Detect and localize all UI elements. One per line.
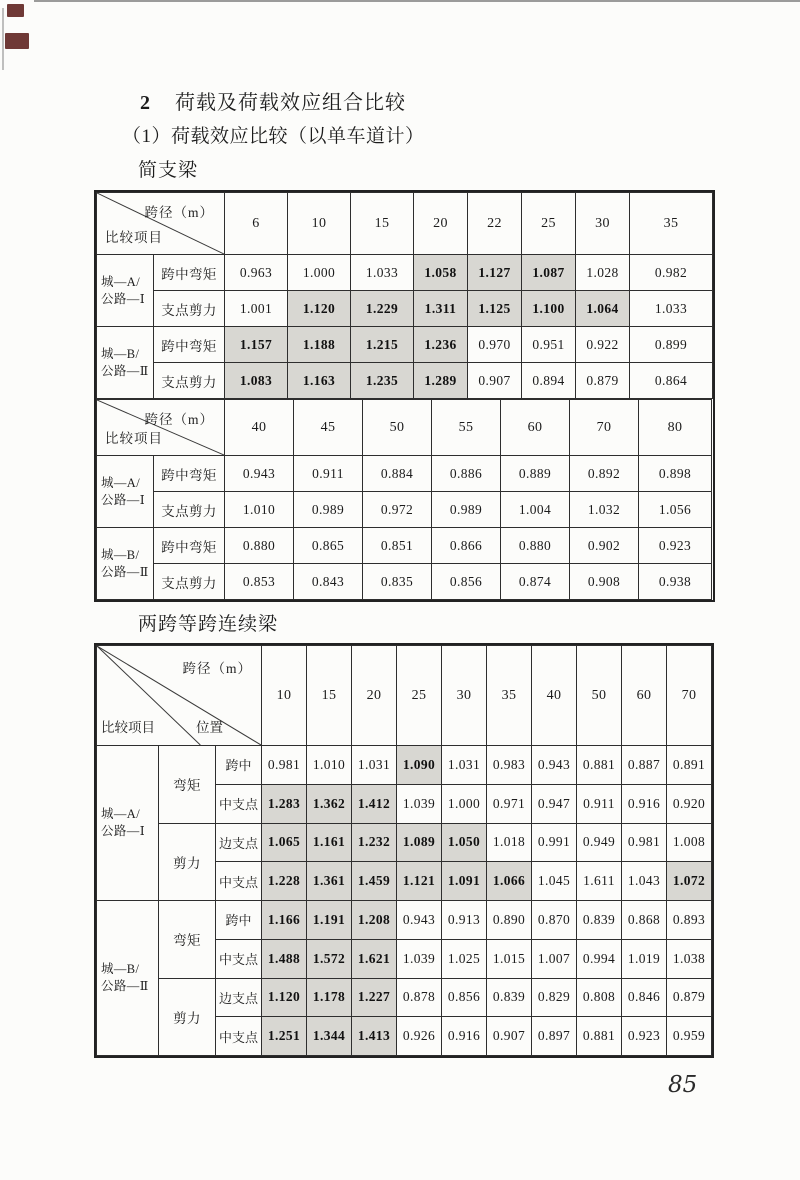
value-cell: 0.920 [667,784,712,823]
corner-span-label: 跨径（m） [144,412,214,427]
value-cell: 1.413 [352,1017,397,1056]
value-cell: 1.572 [307,939,352,978]
span-header-cell: 25 [522,193,576,255]
group-label-line: 公路—Ⅰ [101,492,146,507]
group-label-cell [97,255,154,327]
value-cell: 0.851 [363,528,432,564]
position-label-cell: 中支点 [216,939,262,978]
value-cell: 1.188 [288,327,351,363]
value-cell: 0.959 [667,1017,712,1056]
value-cell: 0.907 [487,1017,532,1056]
value-cell: 0.892 [570,456,639,492]
position-label-cell: 边支点 [216,978,262,1017]
table-row [97,456,712,492]
value-cell: 0.908 [570,564,639,600]
group-label-line: 城—B/ [101,547,140,562]
value-cell: 0.971 [487,784,532,823]
position-label-cell: 中支点 [216,784,262,823]
value-cell: 1.127 [468,255,522,291]
corner-span-label: 跨径（m） [182,661,253,676]
value-cell: 1.008 [667,823,712,862]
table-row [97,528,712,564]
value-cell: 0.916 [622,784,667,823]
value-cell: 0.889 [501,456,570,492]
table-row [97,564,712,600]
value-cell: 1.362 [307,784,352,823]
value-cell: 0.853 [225,564,294,600]
section-title: 荷载及荷载效应组合比较 [175,92,406,114]
value-cell: 1.191 [307,901,352,940]
value-cell: 0.856 [442,978,487,1017]
value-cell: 0.926 [397,1017,442,1056]
span-header-cell: 50 [577,646,622,746]
value-cell: 1.090 [397,746,442,785]
value-cell: 1.000 [442,784,487,823]
value-cell: 1.311 [414,291,468,327]
value-cell: 1.459 [352,862,397,901]
group-label-cell [97,327,154,399]
value-cell: 1.121 [397,862,442,901]
value-cell: 0.886 [432,456,501,492]
value-cell: 0.865 [294,528,363,564]
value-cell: 1.019 [622,939,667,978]
span-header-cell: 20 [352,646,397,746]
value-cell: 1.227 [352,978,397,1017]
group-label-line: 城—B/ [101,962,140,976]
position-label-cell: 跨中 [216,901,262,940]
span-header-cell: 60 [501,400,570,456]
value-cell: 0.880 [225,528,294,564]
value-cell: 1.091 [442,862,487,901]
item-label-cell: 跨中弯矩 [154,327,225,363]
value-cell: 1.283 [262,784,307,823]
value-cell: 0.846 [622,978,667,1017]
span-header-cell: 35 [487,646,532,746]
group-label-cell [97,901,159,1056]
group-label-line: 城—A/ [101,475,141,490]
position-label-cell: 跨中 [216,746,262,785]
value-cell: 0.943 [532,746,577,785]
table-corner-diagonal-cell [97,400,225,456]
value-cell: 1.065 [262,823,307,862]
span-header-cell: 6 [225,193,288,255]
value-cell: 0.943 [397,901,442,940]
value-cell: 0.839 [577,901,622,940]
corner-position-label: 位置 [196,720,223,735]
value-cell: 0.843 [294,564,363,600]
value-cell: 0.911 [577,784,622,823]
group-label-cell [97,528,154,600]
item-label-cell: 跨中弯矩 [154,255,225,291]
value-cell: 0.989 [294,492,363,528]
value-cell: 0.972 [363,492,432,528]
value-cell: 1.166 [262,901,307,940]
span-header-cell: 35 [630,193,713,255]
value-cell: 1.058 [414,255,468,291]
table-row [97,327,713,363]
value-cell: 0.949 [577,823,622,862]
value-cell: 1.033 [351,255,414,291]
value-cell: 1.235 [351,363,414,399]
value-cell: 0.951 [522,327,576,363]
value-cell: 0.881 [577,746,622,785]
item-label-cell: 跨中弯矩 [154,456,225,492]
corner-span-label: 跨径（m） [144,205,214,220]
value-cell: 1.229 [351,291,414,327]
value-cell: 0.913 [442,901,487,940]
value-cell: 0.894 [522,363,576,399]
value-cell: 0.991 [532,823,577,862]
table-row [97,746,712,785]
value-cell: 1.163 [288,363,351,399]
value-cell: 1.215 [351,327,414,363]
effect-type-cell: 弯矩 [159,901,216,979]
span-header-cell: 30 [576,193,630,255]
value-cell: 1.066 [487,862,532,901]
span-header-row [97,400,712,456]
value-cell: 1.344 [307,1017,352,1056]
value-cell: 0.983 [487,746,532,785]
table-row [97,901,712,940]
simply-supported-section-1 [96,192,713,399]
value-cell: 1.039 [397,784,442,823]
span-header-cell: 70 [570,400,639,456]
group-label-line: 城—A/ [101,807,141,821]
value-cell: 0.994 [577,939,622,978]
value-cell: 0.881 [577,1017,622,1056]
value-cell: 0.989 [432,492,501,528]
value-cell: 1.228 [262,862,307,901]
span-header-cell: 15 [307,646,352,746]
scan-edge-vertical-line [2,8,4,70]
table-row [97,291,713,327]
value-cell: 0.891 [667,746,712,785]
value-cell: 1.488 [262,939,307,978]
simply-supported-beam-title: 简支梁 [138,160,199,181]
value-cell: 1.031 [352,746,397,785]
group-label-line: 公路—Ⅱ [101,979,149,993]
position-label-cell: 中支点 [216,1017,262,1056]
continuous-beam-title: 两跨等跨连续梁 [138,614,279,635]
table-corner-diagonal-cell [97,193,225,255]
value-cell: 0.874 [501,564,570,600]
span-header-cell: 10 [262,646,307,746]
value-cell: 1.236 [414,327,468,363]
value-cell: 1.251 [262,1017,307,1056]
item-label-cell: 跨中弯矩 [154,528,225,564]
span-header-cell: 50 [363,400,432,456]
value-cell: 1.000 [288,255,351,291]
value-cell: 1.033 [630,291,713,327]
span-header-row [97,646,712,746]
table-row [97,363,713,399]
span-header-cell: 22 [468,193,522,255]
value-cell: 1.120 [288,291,351,327]
value-cell: 0.947 [532,784,577,823]
simply-supported-table [94,190,715,602]
value-cell: 1.018 [487,823,532,862]
span-header-cell: 80 [639,400,712,456]
span-header-cell: 25 [397,646,442,746]
span-header-cell: 70 [667,646,712,746]
position-label-cell: 中支点 [216,862,262,901]
group-label-line: 公路—Ⅱ [101,564,149,579]
span-header-cell: 60 [622,646,667,746]
value-cell: 1.010 [307,746,352,785]
value-cell: 1.611 [577,862,622,901]
value-cell: 1.208 [352,901,397,940]
value-cell: 1.178 [307,978,352,1017]
value-cell: 0.835 [363,564,432,600]
value-cell: 0.856 [432,564,501,600]
span-header-row [97,193,713,255]
group-label-line: 公路—Ⅰ [101,291,146,306]
group-label-line: 公路—Ⅰ [101,824,146,838]
table-corner-diagonal-cell [97,646,262,746]
subsection-heading: （1）荷载效应比较（以单车道计） [122,126,425,147]
table-row [97,492,712,528]
value-cell: 0.970 [468,327,522,363]
value-cell: 1.289 [414,363,468,399]
value-cell: 0.943 [225,456,294,492]
table-row [97,823,712,862]
value-cell: 1.072 [667,862,712,901]
span-header-cell: 20 [414,193,468,255]
span-header-cell: 10 [288,193,351,255]
value-cell: 1.007 [532,939,577,978]
value-cell: 1.412 [352,784,397,823]
effect-type-cell: 弯矩 [159,746,216,824]
item-label-cell: 支点剪力 [154,564,225,600]
position-label-cell: 边支点 [216,823,262,862]
value-cell: 1.050 [442,823,487,862]
value-cell: 1.161 [307,823,352,862]
value-cell: 0.899 [630,327,713,363]
corner-item-label: 比较项目 [101,720,155,735]
span-header-cell: 55 [432,400,501,456]
effect-type-cell: 剪力 [159,978,216,1056]
value-cell: 0.923 [639,528,712,564]
value-cell: 1.032 [570,492,639,528]
value-cell: 0.868 [622,901,667,940]
value-cell: 0.922 [576,327,630,363]
group-label-line: 公路—Ⅱ [101,363,149,378]
value-cell: 1.089 [397,823,442,862]
value-cell: 0.938 [639,564,712,600]
value-cell: 0.981 [262,746,307,785]
value-cell: 1.361 [307,862,352,901]
value-cell: 0.887 [622,746,667,785]
value-cell: 1.083 [225,363,288,399]
value-cell: 1.120 [262,978,307,1017]
value-cell: 1.064 [576,291,630,327]
value-cell: 1.031 [442,746,487,785]
value-cell: 1.232 [352,823,397,862]
value-cell: 1.157 [225,327,288,363]
section-number: 2 [140,92,151,114]
value-cell: 1.010 [225,492,294,528]
item-label-cell: 支点剪力 [154,291,225,327]
span-header-cell: 30 [442,646,487,746]
value-cell: 1.028 [576,255,630,291]
span-header-cell: 40 [532,646,577,746]
value-cell: 1.038 [667,939,712,978]
group-label-line: 城—B/ [101,346,140,361]
span-header-cell: 45 [294,400,363,456]
span-header-cell: 15 [351,193,414,255]
value-cell: 1.125 [468,291,522,327]
scan-edge-line [34,0,800,2]
value-cell: 0.963 [225,255,288,291]
value-cell: 0.923 [622,1017,667,1056]
table-row [97,255,713,291]
value-cell: 1.015 [487,939,532,978]
value-cell: 0.879 [576,363,630,399]
value-cell: 0.898 [639,456,712,492]
value-cell: 1.025 [442,939,487,978]
section-heading [140,86,406,115]
effect-type-cell: 剪力 [159,823,216,901]
scan-artifact-mark-1 [7,4,24,17]
value-cell: 0.829 [532,978,577,1017]
value-cell: 0.808 [577,978,622,1017]
group-label-cell [97,456,154,528]
value-cell: 1.039 [397,939,442,978]
value-cell: 0.893 [667,901,712,940]
continuous-beam-table [94,643,714,1058]
value-cell: 0.870 [532,901,577,940]
value-cell: 0.902 [570,528,639,564]
value-cell: 1.045 [532,862,577,901]
value-cell: 0.907 [468,363,522,399]
corner-item-label: 比较项目 [105,230,163,245]
value-cell: 0.878 [397,978,442,1017]
value-cell: 1.100 [522,291,576,327]
item-label-cell: 支点剪力 [154,492,225,528]
value-cell: 1.001 [225,291,288,327]
value-cell: 1.621 [352,939,397,978]
value-cell: 0.911 [294,456,363,492]
value-cell: 0.839 [487,978,532,1017]
scan-artifact-mark-2 [5,33,29,49]
continuous-beam-grid [96,645,712,1056]
value-cell: 0.880 [501,528,570,564]
value-cell: 0.981 [622,823,667,862]
value-cell: 1.043 [622,862,667,901]
simply-supported-section-2 [96,399,712,600]
value-cell: 0.866 [432,528,501,564]
value-cell: 1.004 [501,492,570,528]
value-cell: 1.087 [522,255,576,291]
value-cell: 0.916 [442,1017,487,1056]
value-cell: 0.982 [630,255,713,291]
corner-item-label: 比较项目 [105,431,163,446]
item-label-cell: 支点剪力 [154,363,225,399]
value-cell: 0.864 [630,363,713,399]
value-cell: 0.897 [532,1017,577,1056]
value-cell: 0.879 [667,978,712,1017]
span-header-cell: 40 [225,400,294,456]
value-cell: 0.890 [487,901,532,940]
group-label-cell [97,746,159,901]
table-row [97,978,712,1017]
page-number: 85 [668,1072,698,1098]
value-cell: 0.884 [363,456,432,492]
group-label-line: 城—A/ [101,274,141,289]
value-cell: 1.056 [639,492,712,528]
